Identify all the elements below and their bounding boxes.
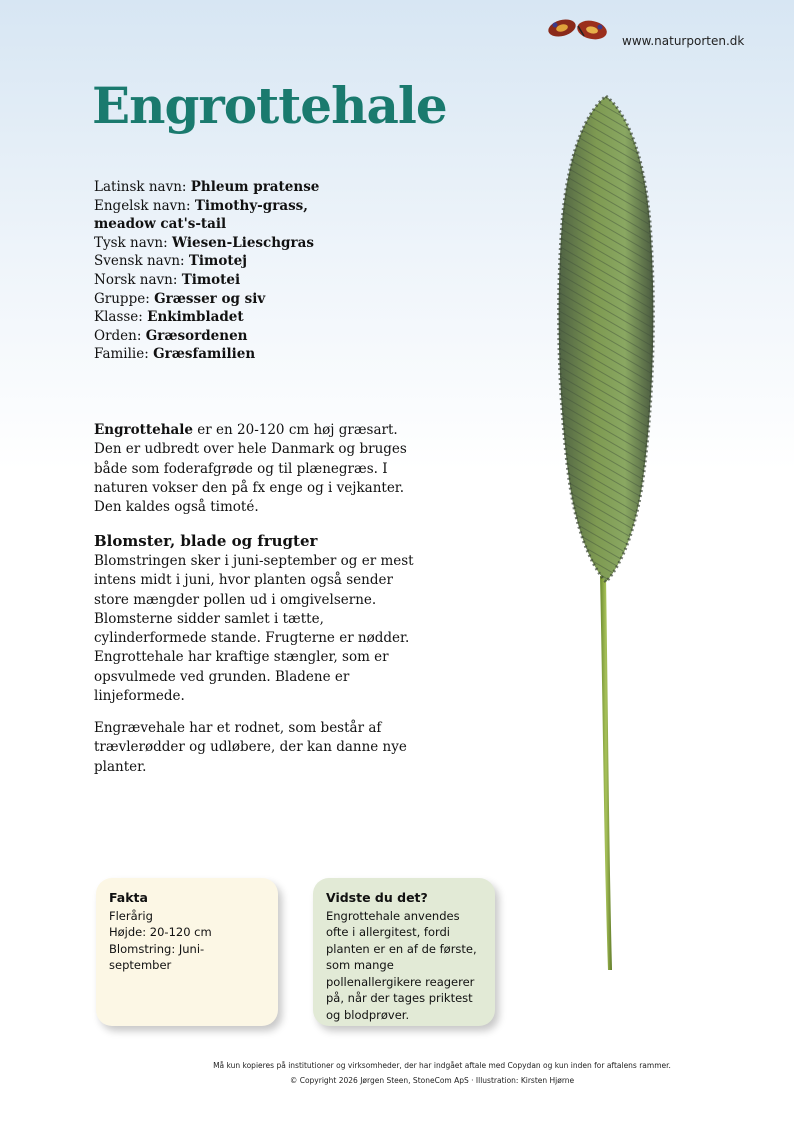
section-body: Blomstringen sker i juni-september og er mest intens midt i juni, hvor planten også sender store mængder pollen ud i omgivelserne. Blomsterne sidder samlet i tætte, cylinderformede stande. Frugterne er nødder. Engrottehale har kraftige stængler, som er opsvulmede ved grunden. Bladene er linjeformede.	[94, 553, 414, 705]
name-row-swedish: Svensk navn: Timotej	[94, 253, 248, 270]
intro-paragraph: Engrottehale er en 20-120 cm høj græsart. Den er udbredt over hele Danmark og bruges både som foderafgrøde og til plænegræs. I naturen vokser den på fx enge og i vejkanter. Den kaldes også timoté.	[94, 422, 407, 516]
fakta-title: Fakta	[109, 890, 148, 905]
timothy-grass-illustration	[540, 92, 680, 977]
names-list	[94, 178, 394, 364]
name-row-english: Engelsk navn: Timothy-grass,	[94, 197, 308, 214]
name-row-class: Klasse: Enkimbladet	[94, 309, 244, 326]
footer-copyright: © Copyright 2026 Jørgen Steen, StoneCom ApS · Illustration: Kirsten Hjørne	[289, 1076, 575, 1085]
footer-copy-notice: Må kun kopieres på institutioner og virksomheder, der har indgået aftale med Copydan og kun inden for aftalens rammer.	[213, 1061, 671, 1070]
fakta-line: Blomstring: Juni-september	[109, 941, 205, 972]
name-row-english-cont: meadow cat's-tail	[94, 216, 227, 233]
fakta-line: Flerårig	[109, 908, 153, 923]
name-row-group: Gruppe: Græsser og siv	[94, 290, 266, 307]
name-row-order: Orden: Græsordenen	[94, 327, 248, 344]
butterflies-icon	[540, 10, 620, 50]
page-title: Engrottehale	[92, 76, 447, 135]
section-body-roots: Engrævehale har et rodnet, som består af trævlerødder og udløbere, der kan danne nye planter.	[94, 720, 407, 775]
name-row-family: Familie: Græsfamilien	[94, 346, 256, 363]
section-title: Blomster, blade og frugter	[94, 532, 318, 550]
vidste-title: Vidste du det?	[326, 890, 428, 905]
site-url[interactable]: www.naturporten.dk	[622, 34, 745, 48]
fakta-box	[96, 878, 278, 1026]
name-row-norwegian: Norsk navn: Timotei	[94, 271, 241, 288]
fakta-line: Højde: 20-120 cm	[109, 925, 212, 939]
name-row-latin: Latinsk navn: Phleum pratense	[94, 179, 320, 195]
name-row-german: Tysk navn: Wiesen-Lieschgras	[94, 234, 314, 251]
vidste-text: Engrottehale anvendes ofte i allergitest, fordi planten er en af de første, som mange pollenallergikere reagerer på, når der tages priktest og blodprøver.	[326, 908, 477, 1022]
vidste-box	[313, 878, 495, 1026]
